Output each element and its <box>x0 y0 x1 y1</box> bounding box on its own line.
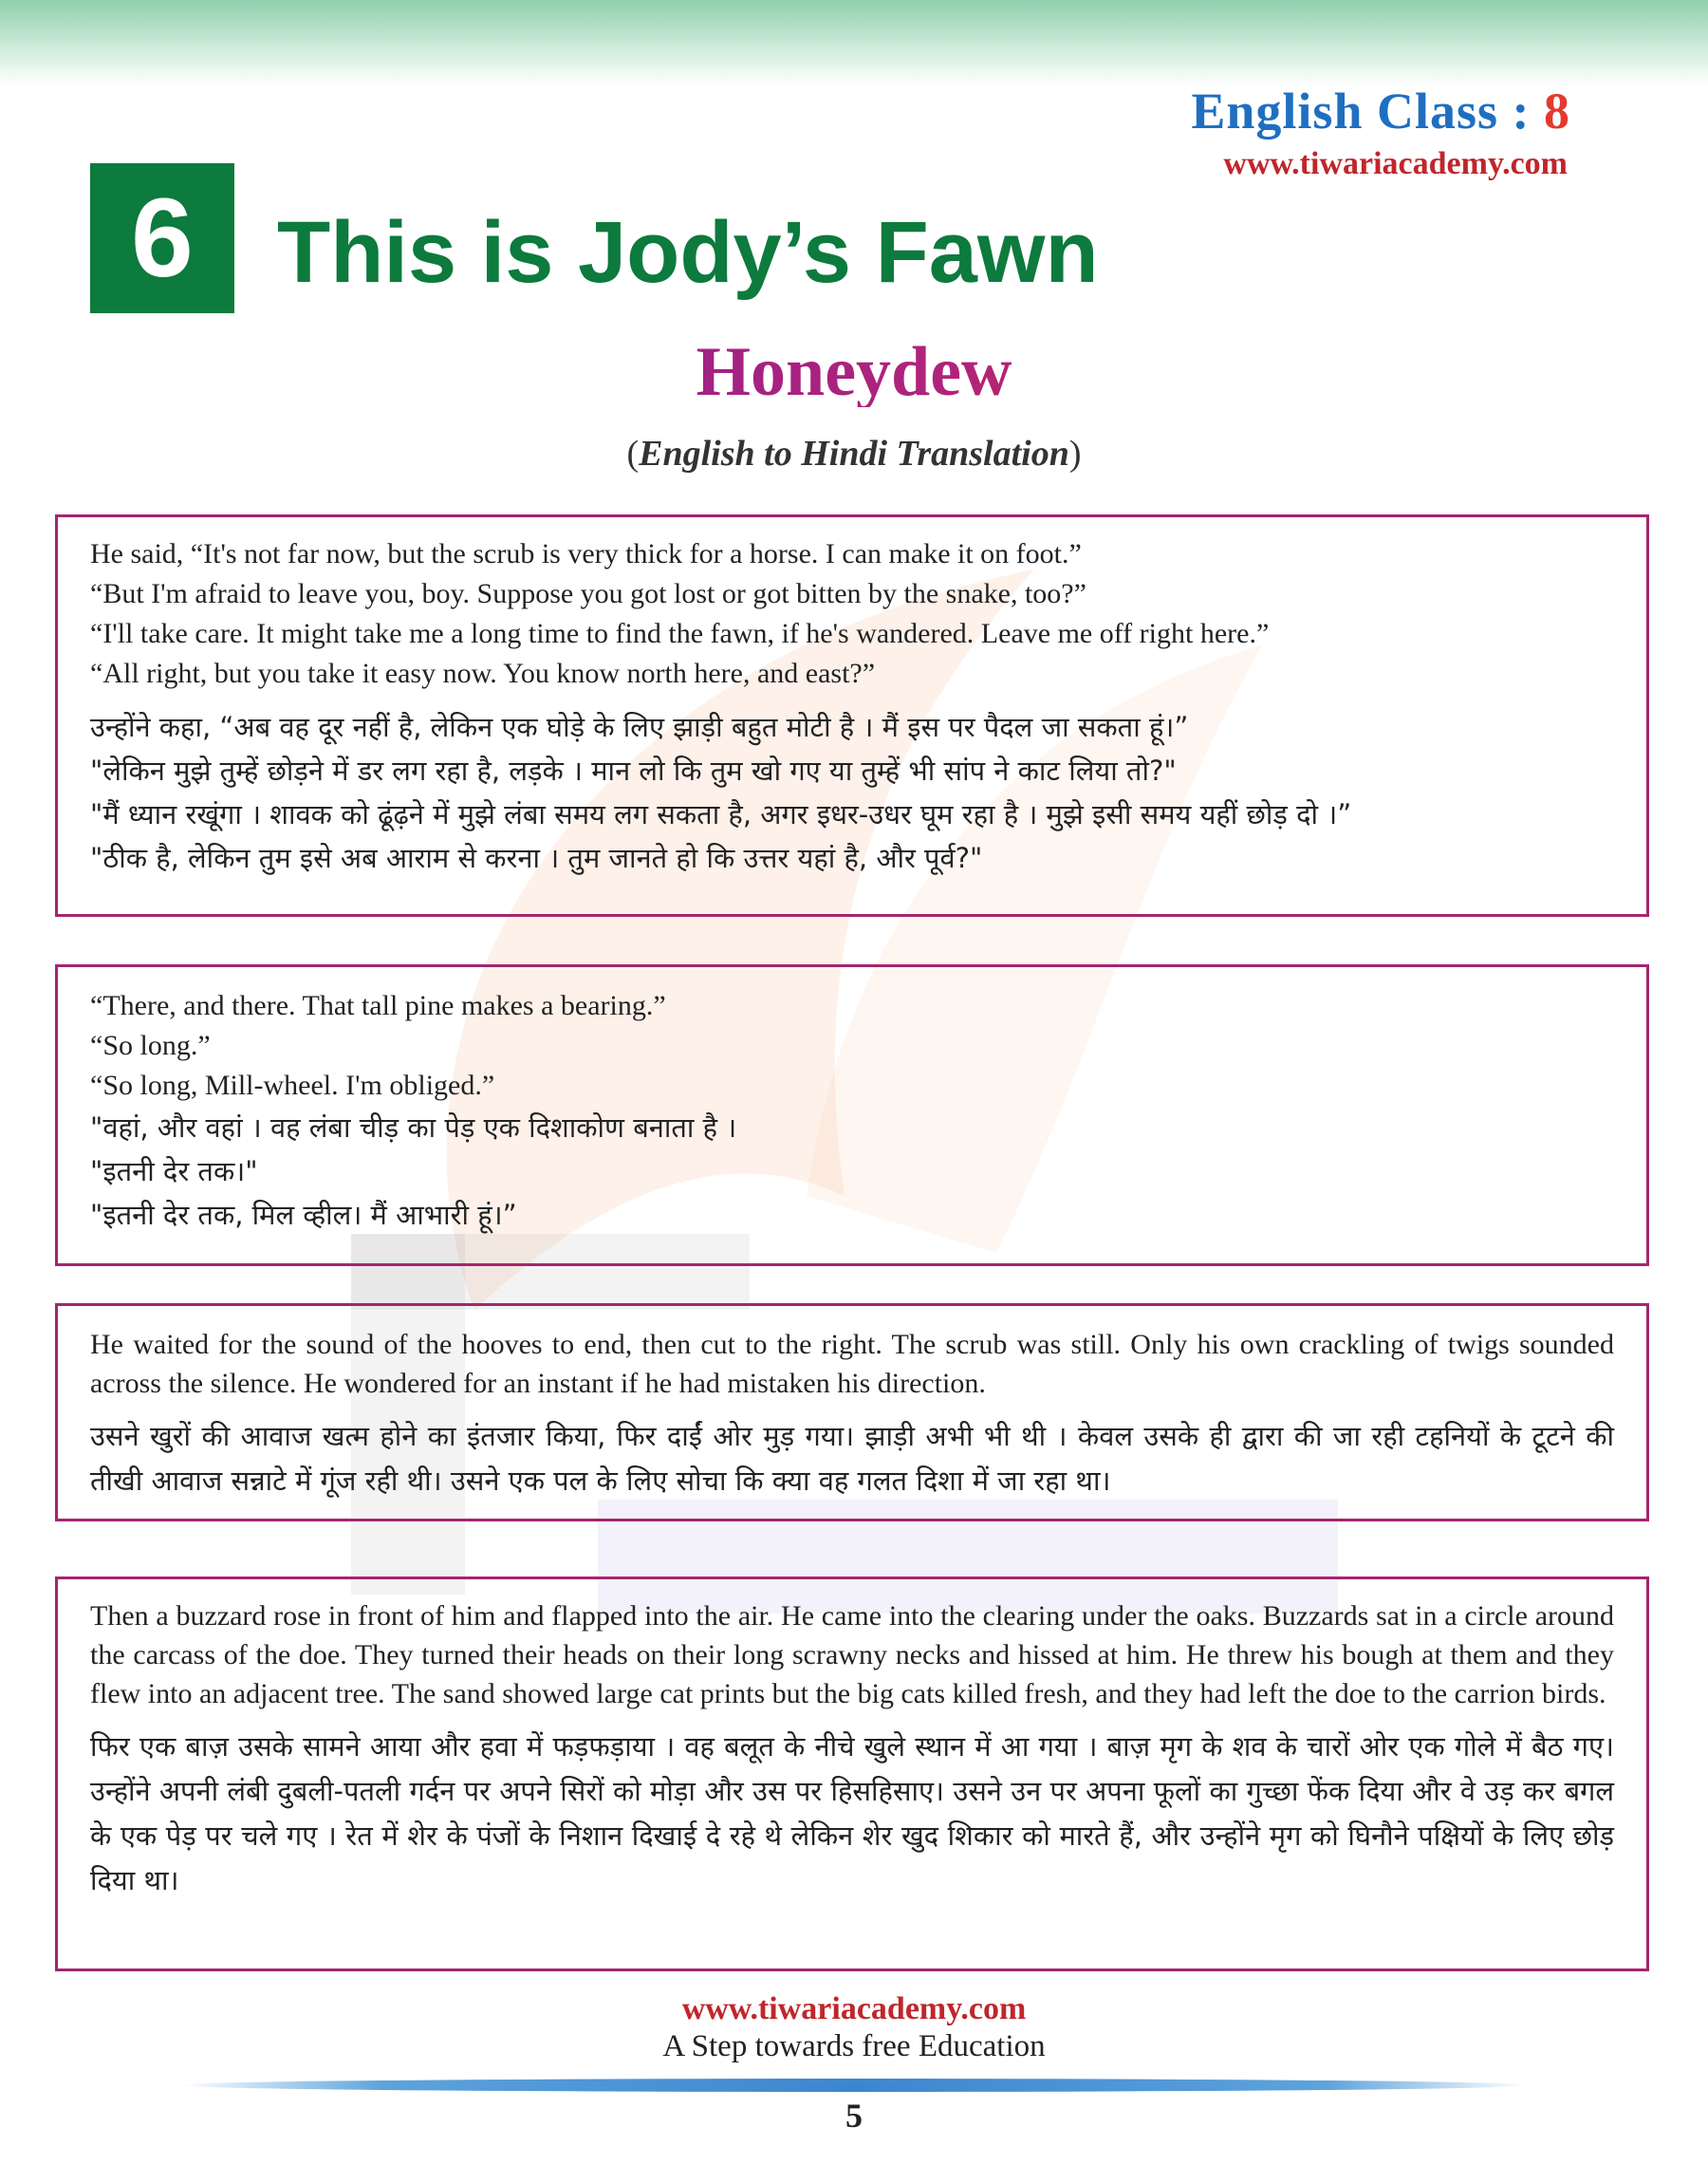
english-line: “But I'm afraid to leave you, boy. Suppose you got lost or got bitten by the snake, too?” <box>90 578 1086 609</box>
hindi-line: उन्होंने कहा, “अब वह दूर नहीं है, लेकिन एक घोड़े के लिए झाड़ी बहुत मोटी है । मैं इस पर पैदल जा सकता हूं।” <box>90 711 1189 743</box>
translation-box-3 <box>55 1303 1649 1521</box>
hindi-line: "मैं ध्यान रखूंगा । शावक को ढूंढ़ने में मुझे लंबा समय लग सकता है, अगर इधर-उधर घूम रहा है । मुझे इसी समय यहीं छोड़ दो ।” <box>90 798 1352 830</box>
hindi-paragraph: उसने खुरों की आवाज खत्म होने का इंतजार किया, फिर दाईं ओर मुड़ गया। झाड़ी अभी भी थी । केवल उसके ही द्वारा की जा रही टहनियों के टूटने की तीखी आवाज सन्नाटे में गूंज रही थी। उसने एक पल के लिए सोचा कि क्या वह गलत दिशा में जा रहा था। <box>90 1420 1614 1497</box>
english-paragraph: He waited for the sound of the hooves to end, then cut to the right. The scrub was still. Only his own crackling of twigs sounded across the silence. He wondered for an instant if he had mistaken his direction. <box>90 1329 1614 1399</box>
english-paragraph: Then a buzzard rose in front of him and flapped into the air. He came into the clearing under the oaks. Buzzards sat in a circle around the carcass of the doe. They turned their heads on their long scrawny necks and hissed at him. He threw his bough at them and they flew into an adjacent tree. The sand showed large cat prints but the big cats killed fresh, and they had left the doe to the carrion birds. <box>90 1600 1614 1709</box>
english-line: “So long.” <box>90 1030 211 1061</box>
hindi-line: "वहां, और वहां । वह लंबा चीड़ का पेड़ एक दिशाकोण बनाता है । <box>90 1111 737 1144</box>
hindi-line: "ठीक है, लेकिन तुम इसे अब आराम से करना । तुम जानते हो कि उत्तर यहां है, और पूर्व?" <box>90 842 983 874</box>
class-label: English Class : 8 <box>1191 83 1570 140</box>
book-title: Honeydew <box>0 337 1708 407</box>
translation-box-4 <box>55 1577 1649 1971</box>
page-subtitle: (English to Hindi Translation) <box>626 434 1082 474</box>
hindi-line: "इतनी देर तक।" <box>90 1155 258 1187</box>
footer-website-link[interactable]: www.tiwariacademy.com <box>681 1991 1027 2026</box>
footer-tagline: A Step towards free Education <box>662 2029 1046 2063</box>
footer-divider <box>180 2079 1528 2092</box>
chapter-title: This is Jody’s Fawn <box>277 204 1099 301</box>
chapter-number-badge: 6 <box>90 163 234 313</box>
page-number: 5 <box>845 2097 863 2135</box>
hindi-line: "लेकिन मुझे तुम्हें छोड़ने में डर लग रहा है, लड़के । मान लो कि तुम खो गए या तुम्हें भी सांप ने काट लिया तो?" <box>90 755 1177 787</box>
english-line: “So long, Mill-wheel. I'm obliged.” <box>90 1070 495 1101</box>
header-website-link[interactable]: www.tiwariacademy.com <box>1223 146 1568 181</box>
class-number: 8 <box>1544 83 1570 140</box>
english-line: “There, and there. That tall pine makes a bearing.” <box>90 990 666 1021</box>
translation-box-1 <box>55 514 1649 917</box>
hindi-paragraph: फिर एक बाज़ उसके सामने आया और हवा में फड़फड़ाया । वह बलूत के नीचे खुले स्थान में आ गया । बाज़ मृग के शव के चारों ओर एक गोले में बैठ गए। उन्होंने अपनी लंबी दुबली-पतली गर्दन पर अपने सिरों को मोड़ा और उस पर हिसहिसाए। उसने उन पर अपना फूलों का गुच्छा फेंक दिया और वे उड़ कर बगल के एक पेड़ पर चले गए । रेत में शेर के पंजों के निशान दिखाई दे रहे थे लेकिन शेर खुद शिकार को मारते हैं, और उन्होंने मृग को घिनौने पक्षियों के लिए छोड़ दिया था। <box>90 1730 1614 1896</box>
hindi-line: "इतनी देर तक, मिल व्हील। मैं आभारी हूं।” <box>90 1199 517 1231</box>
english-line: “I'll take care. It might take me a long time to find the fawn, if he's wandered. Leave me off right here.” <box>90 618 1270 649</box>
translation-box-2 <box>55 964 1649 1266</box>
top-gradient-band <box>0 0 1708 85</box>
english-line: He said, “It's not far now, but the scrub is very thick for a horse. I can make it on foot.” <box>90 538 1082 569</box>
english-line: “All right, but you take it easy now. You know north here, and east?” <box>90 658 876 689</box>
